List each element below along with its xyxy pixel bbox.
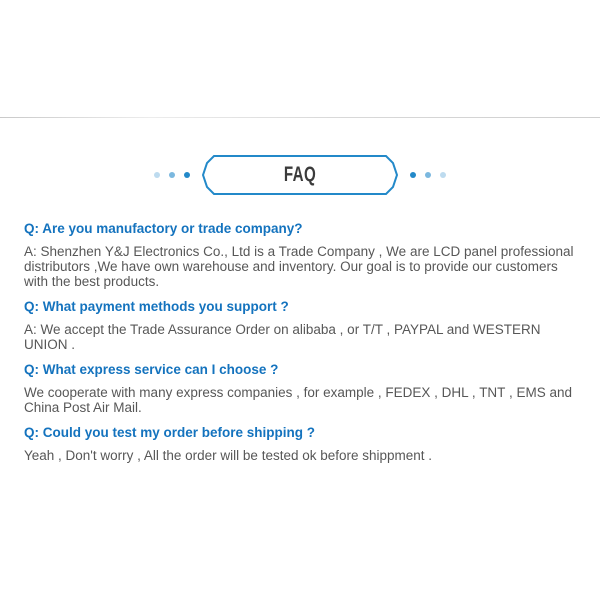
- faq-question: Q: Could you test my order before shipping ?: [24, 425, 316, 440]
- faq-item: [24, 221, 582, 289]
- faq-question: Q: Are you manufactory or trade company?: [24, 221, 303, 236]
- right-dots-decoration: [410, 172, 446, 178]
- faq-answer: A: Shenzhen Y&J Electronics Co., Ltd is a Trade Company , We are LCD panel professional distributors ,We have own warehouse and inventory. Our goal is to provide our customers with the best products.: [24, 244, 574, 289]
- decor-dot-icon: [184, 172, 190, 178]
- faq-item: [24, 362, 582, 415]
- left-dots-decoration: [154, 172, 190, 178]
- faq-badge: [202, 155, 398, 195]
- faq-list: [24, 221, 582, 473]
- decor-dot-icon: [440, 172, 446, 178]
- faq-item: [24, 299, 582, 352]
- faq-question: Q: What payment methods you support ?: [24, 299, 289, 314]
- faq-answer: We cooperate with many express companies , for example , FEDEX , DHL , TNT , EMS and China Post Air Mail.: [24, 385, 572, 415]
- faq-answer: A: We accept the Trade Assurance Order on alibaba , or T/T , PAYPAL and WESTERN UNION .: [24, 322, 541, 352]
- decor-dot-icon: [169, 172, 175, 178]
- section-divider: [0, 117, 600, 118]
- faq-item: [24, 425, 582, 463]
- decor-dot-icon: [154, 172, 160, 178]
- faq-question: Q: What express service can I choose ?: [24, 362, 279, 377]
- decor-dot-icon: [410, 172, 416, 178]
- faq-section-title: FAQ: [283, 163, 317, 186]
- faq-section-header: [0, 155, 600, 195]
- faq-answer: Yeah , Don't worry , All the order will be tested ok before shippment .: [24, 448, 433, 463]
- decor-dot-icon: [425, 172, 431, 178]
